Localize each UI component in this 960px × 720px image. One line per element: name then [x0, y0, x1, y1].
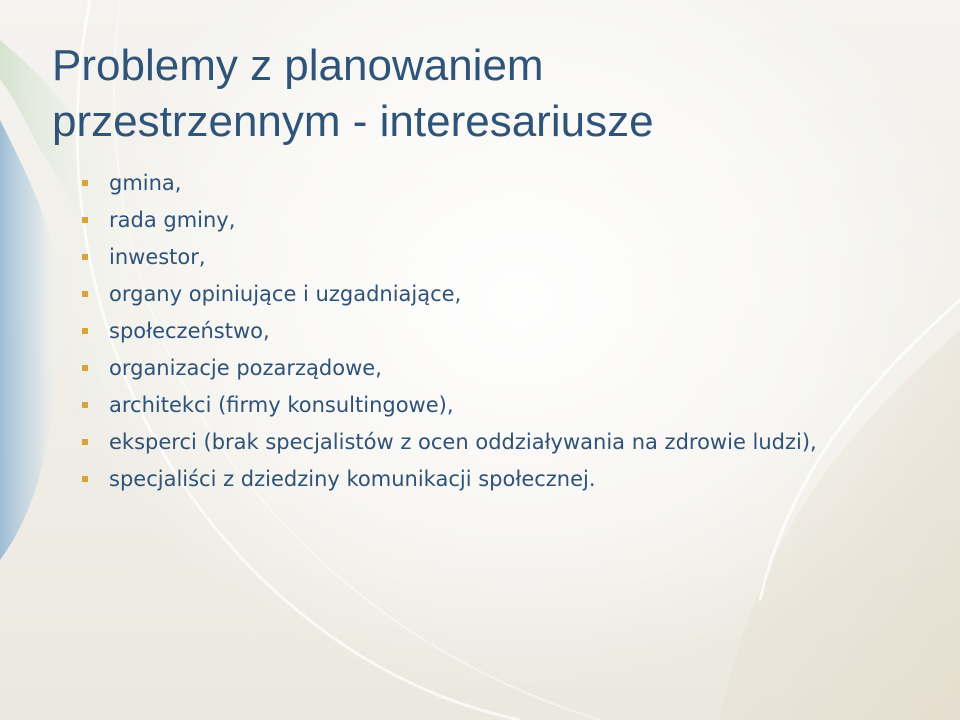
square-bullet-icon	[82, 254, 88, 260]
square-bullet-icon	[82, 291, 88, 297]
list-item	[82, 205, 882, 235]
list-item-text: organy opiniujące i uzgadniające,	[109, 282, 462, 306]
list-item-text: specjaliści z dziedziny komunikacji społecznej.	[109, 467, 596, 491]
list-item-text: eksperci (brak specjalistów z ocen oddziaływania na zdrowie ludzi),	[109, 430, 817, 454]
slide-title	[52, 38, 912, 150]
square-bullet-icon	[82, 217, 88, 223]
list-item	[82, 464, 882, 494]
square-bullet-icon	[82, 180, 88, 186]
list-item	[82, 390, 882, 420]
list-item-text: inwestor,	[109, 245, 206, 269]
list-item	[82, 316, 882, 346]
list-item-text: gmina,	[109, 171, 182, 195]
square-bullet-icon	[82, 476, 88, 482]
list-item-text: rada gminy,	[109, 208, 236, 232]
list-item	[82, 168, 882, 198]
list-item	[82, 427, 882, 457]
list-item-text: społeczeństwo,	[109, 319, 270, 343]
list-item-text: architekci (firmy konsultingowe),	[109, 393, 454, 417]
stakeholder-list	[82, 168, 882, 501]
square-bullet-icon	[82, 365, 88, 371]
slide-title-line-2: przestrzennym - interesariusze	[52, 97, 654, 146]
list-item	[82, 242, 882, 272]
list-item	[82, 279, 882, 309]
list-item-text: organizacje pozarządowe,	[109, 356, 382, 380]
square-bullet-icon	[82, 402, 88, 408]
square-bullet-icon	[82, 439, 88, 445]
square-bullet-icon	[82, 328, 88, 334]
slide-title-line-1: Problemy z planowaniem	[52, 41, 544, 90]
list-item	[82, 353, 882, 383]
